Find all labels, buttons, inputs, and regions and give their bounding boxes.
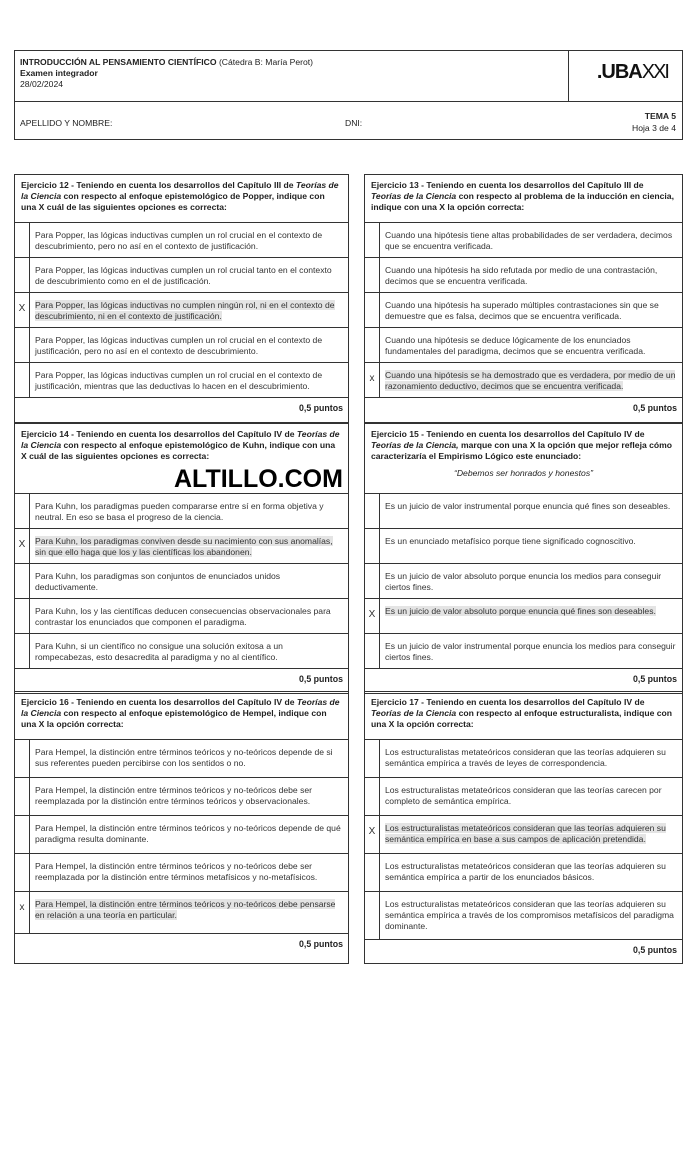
option-row[interactable] [15, 328, 348, 363]
answer-checkbox[interactable] [365, 223, 380, 257]
answer-checkbox[interactable]: X [15, 293, 30, 327]
option-text: Para Kuhn, los paradigmas conviven desde su nacimiento con sus anomalías, sin que ello haga que los y las científicas los abandonen. [35, 536, 333, 557]
exercise-13 [364, 174, 683, 423]
option-row[interactable] [365, 854, 682, 892]
option-row[interactable] [365, 634, 682, 669]
points-label: 0,5 puntos [299, 674, 343, 684]
exam-date: 28/02/2024 [20, 79, 64, 89]
answer-checkbox[interactable] [365, 293, 380, 327]
option-text: Para Popper, las lógicas inductivas no cumplen ningún rol, ni en el contexto de descubrimiento, ni en el contexto de justificación. [35, 300, 335, 321]
apellido-label: APELLIDO Y NOMBRE: [20, 118, 113, 128]
option-row[interactable] [15, 564, 348, 599]
option-text: Los estructuralistas metateóricos consideran que las teorías adquieren su semántica empírica a través de leyes de correspondencia. [385, 747, 666, 768]
option-row[interactable] [15, 816, 348, 854]
option-row[interactable] [365, 328, 682, 363]
exercise-16 [14, 691, 349, 964]
points-label: 0,5 puntos [633, 403, 677, 413]
header-bottom-row [15, 102, 682, 139]
option-row[interactable] [365, 363, 682, 398]
answer-checkbox[interactable] [15, 363, 30, 397]
option-text: Los estructuralistas metateóricos consideran que las teorías adquieren su semántica empírica a través de los compromisos metafísicos del paradigma dominante. [385, 899, 674, 931]
answer-checkbox[interactable] [365, 854, 380, 891]
uba-xxi-logo: .UBAXXI [596, 61, 668, 83]
option-row[interactable] [15, 854, 348, 892]
answer-checkbox[interactable]: x [15, 892, 30, 933]
option-row[interactable] [15, 634, 348, 669]
exam-header [14, 50, 683, 140]
answer-checkbox[interactable] [15, 778, 30, 815]
exercise-heading: Ejercicio 12 - Teniendo en cuenta los desarrollos del Capítulo III de Teorías de la Ciencia con respecto al enfoque epistemológico de Popper, indique con una X cuál de las siguientes opciones es correcta: [15, 175, 348, 223]
answer-checkbox[interactable] [15, 740, 30, 777]
option-text: Para Hempel, la distinción entre términos teóricos y no-teóricos depende de si sus referentes pueden percibirse con los sentidos o no. [35, 747, 333, 768]
option-row[interactable] [15, 892, 348, 934]
answer-checkbox[interactable] [15, 816, 30, 853]
course-catedra: (Cátedra B: María Perot) [216, 57, 314, 67]
header-top-row [15, 51, 682, 102]
option-row[interactable] [15, 740, 348, 778]
option-text: Cuando una hipótesis ha superado múltiples contrastaciones sin que se demuestre que es falsa, decimos que se encuentra verificada. [385, 300, 659, 321]
answer-checkbox[interactable] [15, 634, 30, 668]
option-row[interactable] [15, 363, 348, 398]
option-row[interactable] [365, 494, 682, 529]
option-text: Para Popper, las lógicas inductivas cumplen un rol crucial en el contexto de justificación, pero no así en el contexto de descubrimiento. [35, 335, 323, 356]
option-text: Para Kuhn, si un científico no consigue una solución exitosa a un rompecabezas, esto desacredita al paradigma y no al científico. [35, 641, 283, 662]
option-text: Para Kuhn, los paradigmas pueden compararse entre sí en forma objetiva y neutral. En eso se basa el progreso de la ciencia. [35, 501, 324, 522]
option-text: Para Hempel, la distinción entre términos teóricos y no-teóricos debe ser reemplazada por la distinción entre términos metafísicos y no-metafísicos. [35, 861, 318, 882]
option-row[interactable] [15, 599, 348, 634]
option-text: Cuando una hipótesis ha sido refutada por medio de una contrastación, decimos que se encuentra verificada. [385, 265, 658, 286]
option-text: Los estructuralistas metateóricos consideran que las teorías adquieren su semántica empírica en base a sus campos de aplicación pretendida. [385, 823, 666, 844]
exercise-heading: Ejercicio 16 - Teniendo en cuenta los desarrollos del Capítulo IV de Teorías de la Ciencia con respecto al enfoque epistemológico de Hempel, indique con una X la opción correcta: [15, 692, 348, 740]
points-label: 0,5 puntos [299, 939, 343, 949]
option-text: Para Popper, las lógicas inductivas cumplen un rol crucial tanto en el contexto de descubrimiento como en el de justificación. [35, 265, 332, 286]
option-row[interactable] [365, 740, 682, 778]
answer-checkbox[interactable] [365, 529, 380, 563]
option-row[interactable] [15, 223, 348, 258]
exercise-17 [364, 691, 683, 964]
answer-checkbox[interactable]: X [365, 599, 380, 633]
option-text: Los estructuralistas metateóricos consideran que las teorías adquieren su semántica empírica a partir de los enunciados básicos. [385, 861, 666, 882]
answer-checkbox[interactable] [365, 740, 380, 777]
points-label: 0,5 puntos [299, 403, 343, 413]
option-text: Para Hempel, la distinción entre términos teóricos y no-teóricos debe ser reemplazada por la distinción entre términos teóricos y observacionales. [35, 785, 313, 806]
option-text: Es un juicio de valor instrumental porque enuncia qué fines son deseables. [385, 501, 671, 511]
exercise-heading: Ejercicio 14 - Teniendo en cuenta los desarrollos del Capítulo IV de Teorías de la Ciencia con respecto al enfoque epistemológico de Kuhn, indique con una X cuál de las siguientes opciones es correcta: [15, 424, 348, 494]
option-text: Cuando una hipótesis se ha demostrado que es verdadera, por medio de un razonamiento deductivo, decimos que se encuentra verificada. [385, 370, 676, 391]
exercise-14 [14, 423, 349, 694]
logo-cell [568, 51, 682, 102]
quoted-statement: “Debemos ser honrados y honestos” [453, 468, 593, 478]
option-row[interactable] [365, 564, 682, 599]
option-text: Para Kuhn, los y las científicas deducen consecuencias observacionales para contrastar los enunciados que componen el paradigma. [35, 606, 331, 627]
answer-checkbox[interactable] [15, 258, 30, 292]
option-row[interactable] [15, 529, 348, 564]
option-row[interactable] [365, 529, 682, 564]
option-text: Es un juicio de valor instrumental porque enuncia los medios para conseguir ciertos fines. [385, 641, 676, 662]
option-row[interactable] [365, 599, 682, 634]
option-text: Cuando una hipótesis tiene altas probabilidades de ser verdadera, decimos que se encuentra verificada. [385, 230, 673, 251]
answer-checkbox[interactable] [15, 494, 30, 528]
watermark: ALTILLO.COM [174, 465, 343, 493]
points-label: 0,5 puntos [633, 945, 677, 955]
course-title: INTRODUCCIÓN AL PENSAMIENTO CIENTÍFICO [20, 57, 217, 67]
answer-checkbox[interactable] [365, 328, 380, 362]
option-text: Para Hempel, la distinción entre términos teóricos y no-teóricos debe pensarse en relación a una teoría en particular. [35, 899, 336, 920]
option-row[interactable] [365, 816, 682, 854]
exercise-12 [14, 174, 349, 423]
answer-checkbox[interactable] [365, 494, 380, 528]
tema-number: TEMA 5 [644, 111, 676, 121]
dni-label: DNI: [345, 118, 363, 128]
answer-checkbox[interactable] [15, 328, 30, 362]
answer-checkbox[interactable]: X [15, 529, 30, 563]
exam-type: Examen integrador [20, 68, 98, 78]
option-row[interactable] [365, 258, 682, 293]
option-row[interactable] [365, 223, 682, 258]
answer-checkbox[interactable] [365, 634, 380, 668]
option-text: Es un juicio de valor absoluto porque enuncia los medios para conseguir ciertos fines. [385, 571, 662, 592]
answer-checkbox[interactable] [365, 564, 380, 598]
option-row[interactable] [365, 293, 682, 328]
exercise-heading: Ejercicio 13 - Teniendo en cuenta los desarrollos del Capítulo III de Teorías de la Ciencia con respecto al problema de la inducción en ciencia, indique con una X la opción correcta: [365, 175, 682, 223]
option-text: Para Popper, las lógicas inductivas cumplen un rol crucial en el contexto de justificación, mientras que las deductivas lo hacen en el descubrimiento. [35, 370, 323, 391]
exercise-15 [364, 423, 683, 694]
answer-checkbox[interactable] [365, 892, 380, 939]
option-text: Para Hempel, la distinción entre términos teóricos y no-teóricos depende de qué paradigma resulta dominante. [35, 823, 341, 844]
option-row[interactable] [365, 778, 682, 816]
points-label: 0,5 puntos [633, 674, 677, 684]
exercise-heading: Ejercicio 17 - Teniendo en cuenta los desarrollos del Capítulo IV de Teorías de la Ciencia con respecto al enfoque estructuralista, indique con una X la opción correcta: [365, 692, 682, 740]
exercise-heading: Ejercicio 15 - Teniendo en cuenta los desarrollos del Capítulo IV de Teorías de la Ciencia, marque con una X la opción que mejor refleja cómo caracterizaría el Empirismo Lógico este enunciado: “Debemos ser honrados y honestos” [365, 424, 682, 494]
option-row[interactable] [365, 892, 682, 940]
option-text: Los estructuralistas metateóricos consideran que las teorías carecen por completo de semántica empírica. [385, 785, 662, 806]
option-row[interactable] [15, 258, 348, 293]
option-row[interactable] [15, 778, 348, 816]
answer-checkbox[interactable] [15, 223, 30, 257]
option-row[interactable] [15, 293, 348, 328]
page-count: Hoja 3 de 4 [632, 123, 676, 133]
answer-checkbox[interactable] [365, 258, 380, 292]
answer-checkbox[interactable] [15, 599, 30, 633]
answer-checkbox[interactable]: X [365, 816, 380, 853]
option-text: Para Popper, las lógicas inductivas cumplen un rol crucial en el contexto de descubrimiento, pero no así en el contexto de justificación. [35, 230, 323, 251]
option-text: Es un enunciado metafísico porque tiene significado cognoscitivo. [385, 536, 636, 546]
option-text: Cuando una hipótesis se deduce lógicamente de los enunciados fundamentales del paradigma, decimos que se encuentra verificada. [385, 335, 646, 356]
answer-checkbox[interactable]: x [365, 363, 380, 397]
answer-checkbox[interactable] [365, 778, 380, 815]
course-info [15, 51, 568, 102]
option-row[interactable] [15, 494, 348, 529]
tema-info [632, 110, 676, 134]
answer-checkbox[interactable] [15, 854, 30, 891]
answer-checkbox[interactable] [15, 564, 30, 598]
option-text: Es un juicio de valor absoluto porque enuncia qué fines son deseables. [385, 606, 656, 616]
option-text: Para Kuhn, los paradigmas son conjuntos de enunciados unidos deductivamente. [35, 571, 281, 592]
